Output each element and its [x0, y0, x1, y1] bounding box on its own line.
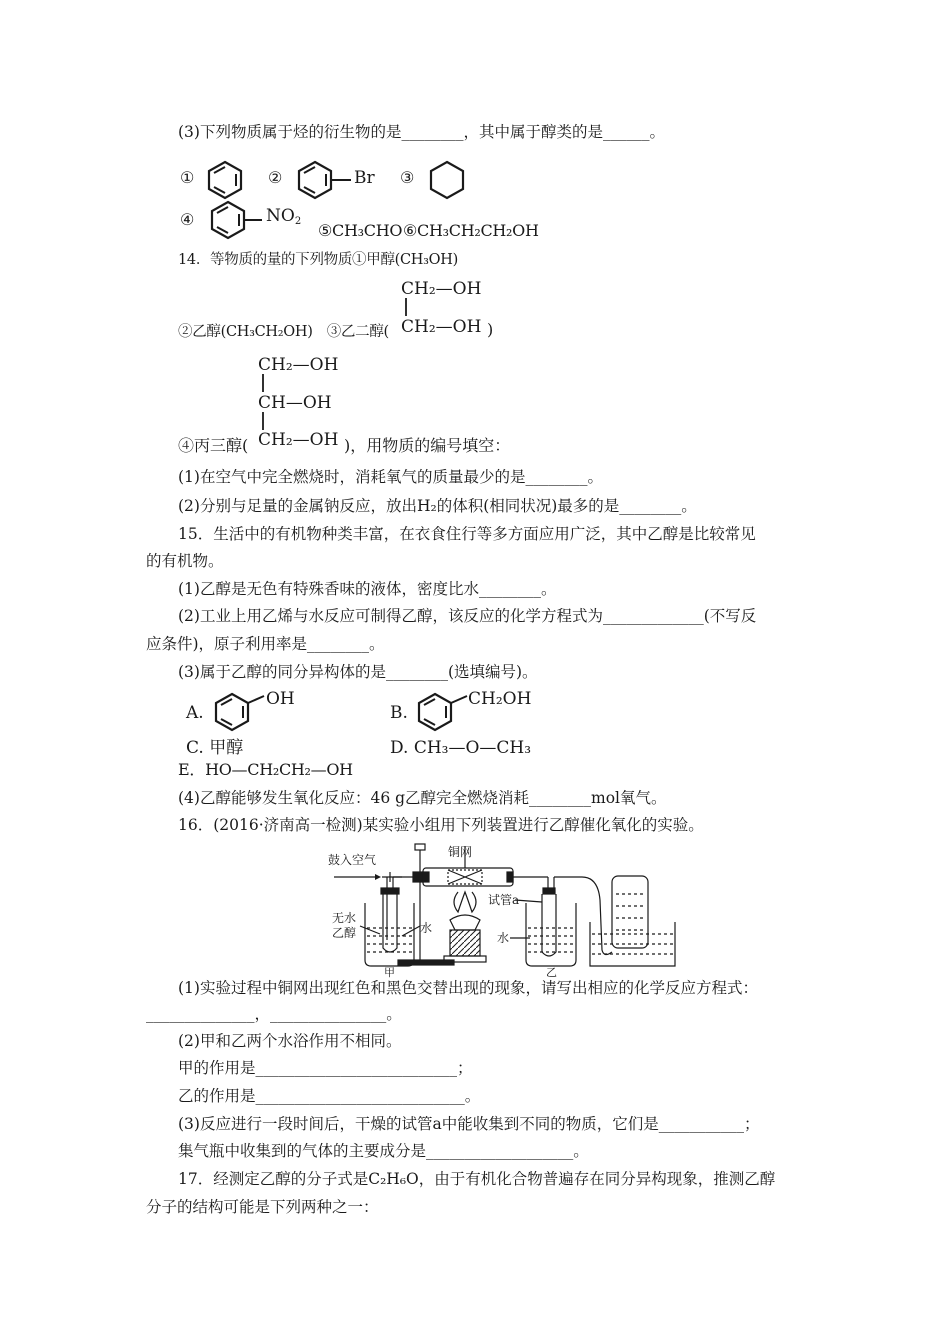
fig-water-label-1: 水 — [420, 921, 433, 935]
glycerol-bond-2 — [261, 412, 265, 430]
q15-part2a: (2)工业上用乙烯与水反应可制得乙醇，该反应的化学方程式为_____________(不写反 — [178, 607, 757, 625]
q15-stem-1: 15．生活中的有机物种类丰富，在衣食住行等多方面应用广泛，其中乙醇是比较常见 — [178, 525, 756, 543]
q14-item4: ④丙三醇( — [178, 436, 249, 455]
q13-opt6: ⑥CH₃CH₂CH₂OH — [403, 221, 539, 240]
glycerol-bond-1 — [261, 374, 265, 392]
q15-part3: (3)属于乙醇的同分异构体的是________(选填编号)。 — [178, 663, 538, 681]
q14-item2: ②乙醇(CH₃CH₂OH) ③乙二醇( — [178, 324, 389, 340]
cyclohexane-structure — [427, 160, 467, 200]
q16-part3b: 集气瓶中收集到的气体的主要成分是___________________。 — [178, 1142, 589, 1160]
q13-opt5: ⑤CH₃CHO — [318, 221, 403, 240]
fig-tube-label: 试管a — [488, 893, 520, 907]
q17-stem-1: 17．经测定乙醇的分子式是C₂H₆O，由于有机化合物普遍存在同分异构现象，推测乙醇 — [178, 1170, 776, 1188]
q13-part3: (3)下列物质属于烃的衍生物的是________，其中属于醇类的是______。 — [178, 123, 665, 141]
benzene-structure — [205, 160, 245, 200]
q15-optA-group: OH — [266, 689, 295, 709]
q14-item4-tail: )，用物质的编号填空： — [344, 436, 511, 455]
glycerol-line1: CH₂—OH — [258, 355, 339, 375]
q15-optA-label: A. — [186, 703, 204, 723]
glycol-close-paren: ) — [487, 320, 494, 339]
glycol-line2: CH₂—OH — [401, 317, 482, 337]
q13-opt4-label: ④ — [180, 210, 195, 229]
q16-stem: 16．(2016·济南高一检测)某实验小组用下列装置进行乙醇催化氧化的实验。 — [178, 816, 704, 834]
q16-part1a: (1)实验过程中铜网出现红色和黑色交替出现的现象，请写出相应的化学反应方程式： — [178, 979, 758, 997]
q16-part2: (2)甲和乙两个水浴作用不相同。 — [178, 1032, 402, 1050]
fig-ethanol-label-1: 无水 — [332, 911, 357, 925]
q13-opt2-label: ② — [268, 168, 283, 187]
q15-part1: (1)乙醇是无色有特殊香味的液体，密度比水________。 — [178, 580, 557, 598]
q16-part1b: ______________，_______________。 — [146, 1005, 402, 1023]
q15-optE: E．HO—CH₂CH₂—OH — [178, 760, 353, 779]
q15-optD: D. CH₃—O—CH₃ — [390, 738, 532, 758]
q15-optC: C. 甲醇 — [186, 738, 244, 758]
q17-stem-2: 分子的结构可能是下列两种之一： — [146, 1198, 379, 1216]
bromine-label: Br — [354, 168, 375, 188]
q15-part2b: 应条件)，原子利用率是________。 — [146, 635, 385, 653]
q14-part1: (1)在空气中完全燃烧时，消耗氧气的质量最少的是________。 — [178, 468, 603, 486]
apparatus-diagram — [320, 840, 680, 979]
q14-part2: (2)分别与足量的金属钠反应，放出H₂的体积(相同状况)最多的是________。 — [178, 497, 697, 515]
glycerol-line3: CH₂—OH — [258, 430, 339, 450]
fig-cu-label: 铜网 — [448, 845, 473, 859]
glycerol-line2: CH—OH — [258, 393, 332, 413]
fig-air-label: 鼓入空气 — [328, 853, 377, 867]
q16-part2-yi: 乙的作用是___________________________。 — [178, 1087, 481, 1105]
fig-jia-label: 甲 — [384, 966, 395, 979]
fig-ethanol-label-2: 乙醇 — [332, 926, 357, 940]
q15-part4: (4)乙醇能够发生氧化反应：46 g乙醇完全燃烧消耗________mol氧气。 — [178, 789, 667, 807]
q13-opt1-label: ① — [180, 168, 195, 187]
q16-part2-jia: 甲的作用是__________________________； — [178, 1059, 473, 1077]
glycol-bond — [404, 298, 408, 316]
nitro-group-label: $NO_2$ — [266, 206, 302, 227]
q15-stem-2: 的有机物。 — [146, 552, 224, 570]
glycol-line1: CH₂—OH — [401, 279, 482, 299]
q13-opt3-label: ③ — [400, 168, 415, 187]
q14-stem: 14．等物质的量的下列物质①甲醇(CH₃OH) — [178, 252, 458, 268]
q15-optB-label: B. — [390, 703, 408, 723]
fig-water-label-2: 水 — [497, 931, 510, 945]
q16-part3a: (3)反应进行一段时间后，干燥的试管a中能收集到不同的物质，它们是___________； — [178, 1115, 760, 1133]
q15-optB-group: CH₂OH — [468, 689, 532, 709]
fig-yi-label: 乙 — [546, 966, 557, 979]
